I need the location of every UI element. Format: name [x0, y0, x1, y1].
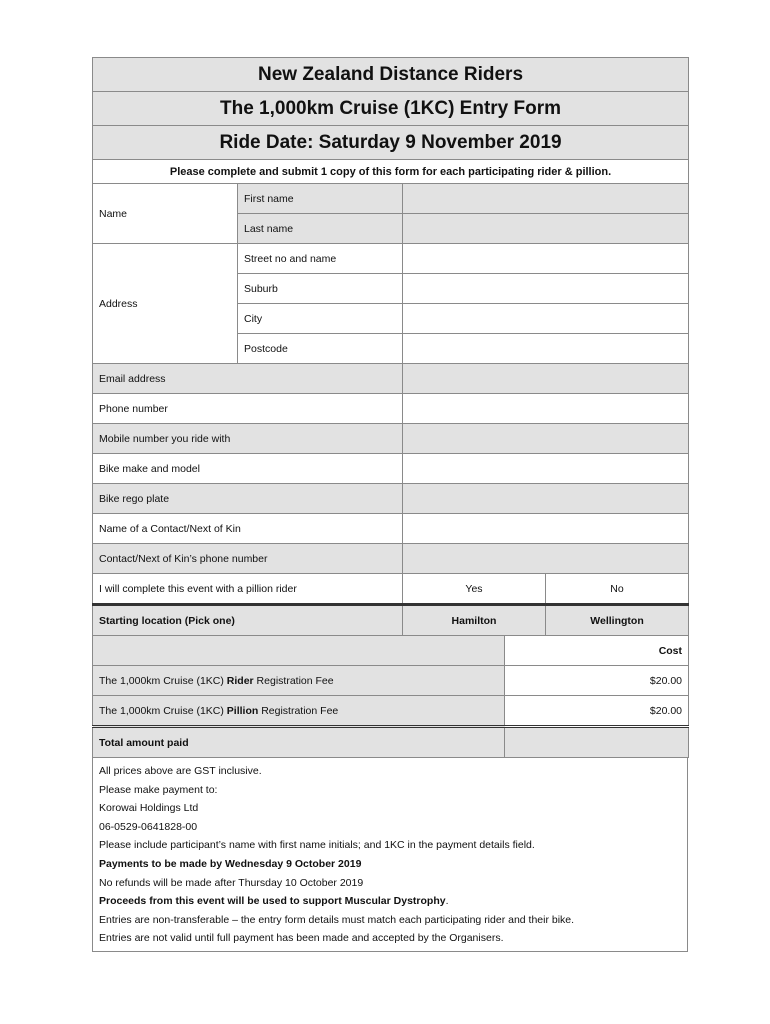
info-transfer: Entries are non-transferable – the entry form details must match each participating rider and their bike.: [99, 913, 575, 926]
info-deadline: Payments to be made by Wednesday 9 October 2019: [99, 857, 362, 870]
suburb-label: Suburb: [238, 274, 403, 304]
kin-name-field[interactable]: [403, 514, 689, 544]
street-label: Street no and name: [238, 244, 403, 274]
postcode-field[interactable]: [403, 334, 689, 364]
cost-header: Cost: [505, 636, 689, 666]
mobile-field[interactable]: [403, 424, 689, 454]
name-label: Name: [93, 184, 238, 244]
form-title: The 1,000km Cruise (1KC) Entry Form: [93, 92, 689, 126]
phone-field[interactable]: [403, 394, 689, 424]
pillion-fee-cost: $20.00: [505, 696, 689, 727]
info-refunds: No refunds will be made after Thursday 10 October 2019: [99, 876, 364, 889]
start-location-label: Starting location (Pick one): [93, 605, 403, 636]
org-title: New Zealand Distance Riders: [93, 58, 689, 92]
pillion-no-option[interactable]: No: [546, 574, 689, 605]
street-field[interactable]: [403, 244, 689, 274]
address-label: Address: [93, 244, 238, 364]
bike-label: Bike make and model: [93, 454, 403, 484]
instruction-text: Please complete and submit 1 copy of this form for each participating rider & pillion.: [93, 160, 689, 184]
last-name-label: Last name: [238, 214, 403, 244]
rego-label: Bike rego plate: [93, 484, 403, 514]
postcode-label: Postcode: [238, 334, 403, 364]
fees-header-blank: [93, 636, 505, 666]
pillion-label: I will complete this event with a pillion rider: [93, 574, 403, 605]
bike-field[interactable]: [403, 454, 689, 484]
rider-fee-label: The 1,000km Cruise (1KC) Rider Registration Fee: [93, 666, 505, 696]
total-label: Total amount paid: [93, 727, 505, 758]
info-reference: Please include participant’s name with first name initials; and 1KC in the payment details field.: [99, 839, 535, 852]
pillion-fee-label: The 1,000km Cruise (1KC) Pillion Registration Fee: [93, 696, 505, 727]
first-name-label: First name: [238, 184, 403, 214]
info-payee: Korowai Holdings Ltd: [99, 802, 199, 815]
total-field[interactable]: [505, 727, 689, 758]
info-validity: Entries are not valid until full payment has been made and accepted by the Organisers.: [99, 932, 504, 945]
last-name-field[interactable]: [403, 214, 689, 244]
entry-form: [92, 57, 688, 952]
city-label: City: [238, 304, 403, 334]
pillion-yes-option[interactable]: Yes: [403, 574, 546, 605]
payment-info: [92, 758, 688, 952]
info-gst: All prices above are GST inclusive.: [99, 765, 262, 777]
start-hamilton-option[interactable]: Hamilton: [403, 605, 546, 636]
info-proceeds: Proceeds from this event will be used to support Muscular Dystrophy.: [99, 895, 449, 908]
rider-fee-cost: $20.00: [505, 666, 689, 696]
city-field[interactable]: [403, 304, 689, 334]
start-wellington-option[interactable]: Wellington: [546, 605, 689, 636]
suburb-field[interactable]: [403, 274, 689, 304]
info-account: 06-0529-0641828-00: [99, 820, 198, 833]
kin-phone-field[interactable]: [403, 544, 689, 574]
kin-name-label: Name of a Contact/Next of Kin: [93, 514, 403, 544]
phone-label: Phone number: [93, 394, 403, 424]
mobile-label: Mobile number you ride with: [93, 424, 403, 454]
email-field[interactable]: [403, 364, 689, 394]
email-label: Email address: [93, 364, 403, 394]
kin-phone-label: Contact/Next of Kin’s phone number: [93, 544, 403, 574]
rego-field[interactable]: [403, 484, 689, 514]
ride-date: Ride Date: Saturday 9 November 2019: [93, 126, 689, 160]
info-payment-to: Please make payment to:: [99, 783, 218, 796]
first-name-field[interactable]: [403, 184, 689, 214]
form-table: [92, 57, 689, 758]
